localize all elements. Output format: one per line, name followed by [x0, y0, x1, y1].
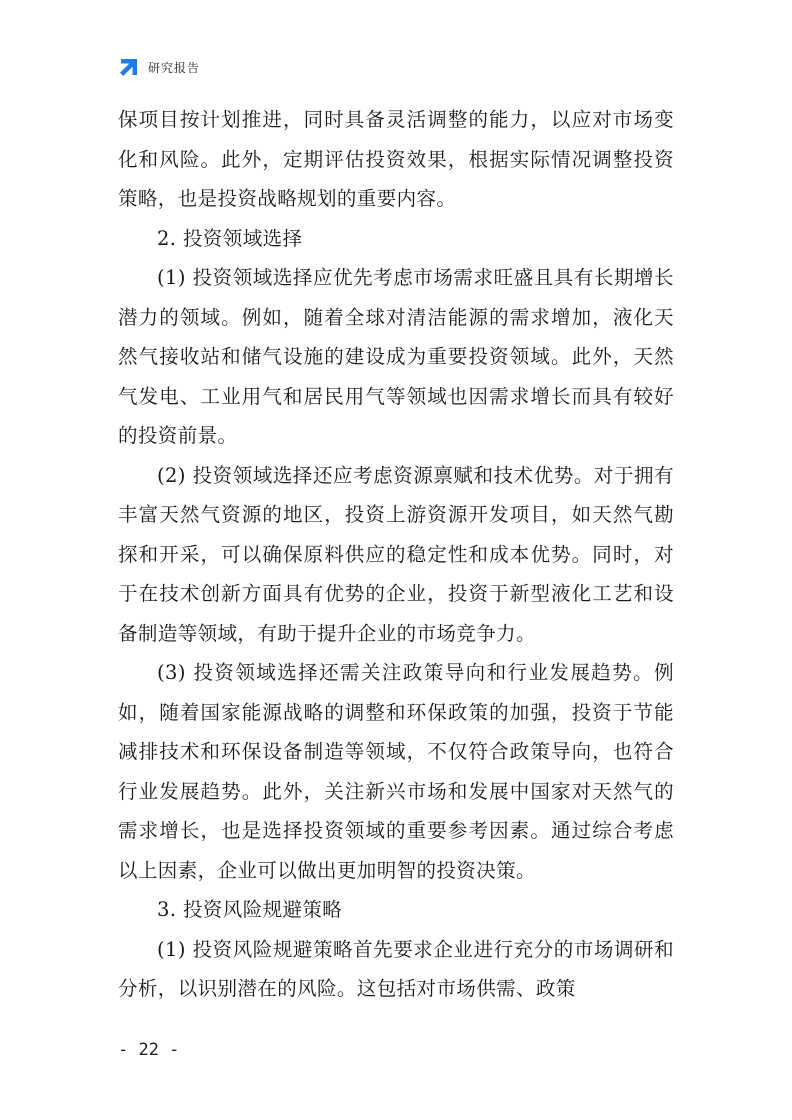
paragraph-field-1: (1) 投资领域选择应优先考虑市场需求旺盛且具有长期增长潜力的领域。例如，随着全球对清洁能源的需求增加，液化天然气接收站和储气设施的建设成为重要投资领域。此外，天然气发电、工业用气和居民用气等领域也因需求增长而具有较好的投资前景。	[118, 266, 674, 447]
section-heading-investment-field: 2. 投资领域选择	[157, 226, 303, 250]
report-label: 研究报告	[148, 60, 201, 75]
paragraph-continuation: 保项目按计划推进，同时具备灵活调整的能力，以应对市场变化和风险。此外，定期评估投资效果，根据实际情况调整投资策略，也是投资战略规划的重要内容。	[118, 108, 674, 210]
arrow-up-right-icon	[118, 56, 140, 78]
paragraph-field-3: (3) 投资领域选择还需关注政策导向和行业发展趋势。例如，随着国家能源战略的调整和环保政策的加强，投资于节能减排技术和环保设备制造等领域，不仅符合政策导向，也符合行业发展趋势。此外，关注新兴市场和发展中国家对天然气的需求增长，也是选择投资领域的重要参考因素。通过综合考虑以上因素，企业可以做出更加明智的投资决策。	[118, 661, 674, 882]
document-body	[118, 100, 674, 1009]
paragraph-field-2: (2) 投资领域选择还应考虑资源禀赋和技术优势。对于拥有丰富天然气资源的地区，投资上游资源开发项目，如天然气勘探和开采，可以确保原料供应的稳定性和成本优势。同时，对于在技术创新方面具有优势的企业，投资于新型液化工艺和设备制造等领域，有助于提升企业的市场竞争力。	[118, 463, 674, 645]
section-heading-risk-avoidance: 3. 投资风险规避策略	[157, 898, 343, 921]
page-header	[118, 56, 200, 78]
paragraph-risk-1: (1) 投资风险规避策略首先要求企业进行充分的市场调研和分析，以识别潜在的风险。这包括对市场供需、政策	[118, 937, 674, 1000]
page-number: - 22 -	[118, 1040, 180, 1060]
